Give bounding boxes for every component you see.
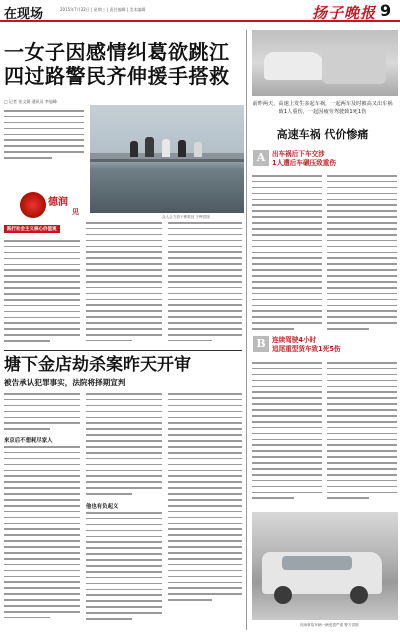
values-banner: 践行社会主义核心价值观 xyxy=(4,225,60,233)
subsection-a-title-2: 1人遭后车碾压致重伤 xyxy=(272,159,336,167)
right-story-col1 xyxy=(252,175,322,334)
badge-title: 德润 xyxy=(48,197,68,208)
newspaper-brand: 扬子晚报 xyxy=(312,4,377,22)
story-divider xyxy=(4,350,242,351)
story2-body-col3 xyxy=(168,393,242,605)
story2-body-col1a xyxy=(4,393,80,434)
story1-headline-line2: 四过路警民齐伸援手搭救 xyxy=(4,64,230,88)
story1-body-col2 xyxy=(86,222,162,346)
story1-intro-text xyxy=(4,110,84,163)
dateline: 2015年7月22日 | 星期三 | 责任编辑 | 美术编辑 xyxy=(60,7,146,12)
story2-subsection-1: 来京后不想耗尽家人 xyxy=(4,438,53,444)
badge-sub: 见 xyxy=(72,207,79,216)
right-story-col2 xyxy=(327,175,397,334)
column-divider xyxy=(246,30,247,630)
subsection-b-title-1: 连续驾驶4小时 xyxy=(272,336,317,344)
highway-crash-photo xyxy=(252,30,398,96)
car-photo-caption: 现场事故车辆一辆受损严重 警方供图 xyxy=(300,623,359,627)
crashed-car-photo xyxy=(252,512,398,620)
right-story-col2b xyxy=(327,362,397,503)
masthead xyxy=(0,0,400,22)
right-story-col1b xyxy=(252,362,322,503)
bridge-photo-caption: 众人合力将于桦救回 于桦供图 xyxy=(162,215,210,219)
section-title: 在现场 xyxy=(4,7,44,22)
moral-badge-icon xyxy=(20,192,46,218)
story2-body-col1b xyxy=(4,446,80,623)
story2-subsection-2: 他也有负起义 xyxy=(86,504,119,510)
bridge-rescue-photo xyxy=(90,105,244,213)
page-number: 9 xyxy=(380,1,392,20)
right-story-title: 高速车祸 代价惨痛 xyxy=(276,128,369,141)
story1-byline: □ 记者 张文娟 通讯员 李旭峰 xyxy=(4,99,57,104)
subsection-a-marker: A xyxy=(253,150,269,166)
story2-headline: 塘下金店劫杀案昨天开审 xyxy=(4,355,191,375)
subsection-b-title-2: 追尾重型货车致1死5伤 xyxy=(272,345,341,353)
story2-subhead: 被告承认犯罪事实，法院将择期宣判 xyxy=(4,378,126,387)
right-story-deck: 前昨两天，高速上发生多起车祸，一起两车及时被高又出车祸致1人重伤，一起因疲劳驾驶致1死1伤 xyxy=(252,101,393,115)
story1-headline-block xyxy=(4,40,242,88)
story1-body-col3 xyxy=(168,222,242,346)
story2-body-col2b xyxy=(86,512,162,624)
subsection-a-title-1: 出车祸后下车交涉 xyxy=(272,150,325,158)
subsection-b-marker: B xyxy=(253,336,269,352)
story1-body-col1 xyxy=(4,240,80,346)
story1-headline-line1: 一女子因感情纠葛欲跳江 xyxy=(4,40,230,64)
story2-body-col2a xyxy=(86,393,162,499)
